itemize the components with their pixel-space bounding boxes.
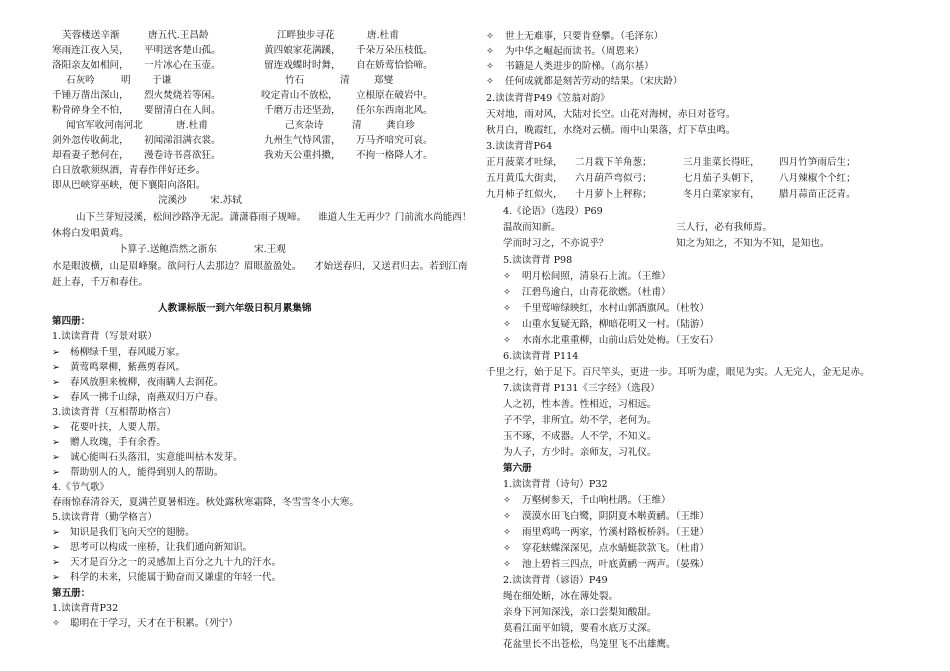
diamond-bullet-icon: ✧	[503, 527, 512, 538]
right-column: ✧ 世上无难事，只要肯登攀。（毛泽东） ✧ 为中华之崛起而读书。（周恩来） ✧ 书籍是人类进步的阶梯。（高尔基） ✧ 任何成就都是刻苦劳动的结果。（宋庆龄） 2.读读背背P49《笠翁对韵》 天对地，雨对风，大陆对长空。山花对海树，赤日对苍穹。 秋月白，晚霞红，水绕对云横。雨中山果落，灯下草虫鸣。 3.读读背背P64 正月菠菜才吐绿， 二月栽下羊角葱； 三月韭菜长得旺， 四月竹笋雨后生； 五月黄瓜大街卖， 六月葫芦弯似弓； 七月茄子头朝下， 八月辣椒个个红； 九月柿子红似火， 十月萝卜上秤称； 冬月白菜家家有， 腊月蒜苗正泛青。 4.《论语》（选段）P69 温故而知新。 三人行，必有我师焉。 学而时习之，不亦说乎？ 知之为知之，不知为不知，是知也。 5.读读背背 P98 ✧ 明月松间照，清泉石上流。（王维） ✧ 江碧鸟逾白，山青花欲燃。（杜甫） ✧ 千里莺啼绿映红，水村山郭酒旗风。（杜牧） ✧ 山重水复疑无路，柳暗花明又一村。（陆游） ✧ 水南水北重重柳，山前山后处处梅。（王安石） 6.读读背背 P114 千里之行，始于足下。百尺竿头，更进一步。耳听为虚，眼见为实。人无完人，金无足赤。 7.读读背背 P131《三字经》（选段） 人之初，性本善。性相近，习相远。 子不学，非所宜。幼不学，老何为。 玉不琢，不成器。人不学，不知义。 为人子，方少时。亲师友，习礼仪。 第六册 1.读读背背（诗句）P32 ✧ 万壑树参天，千山响杜鹃。（王维） ✧ 漠漠水田飞白鹭，阴阴夏木啭黄鹂。（王维） ✧ 雨里鸡鸣一两家，竹溪村路板桥斜。（王建） ✧ 穿花蛱蝶深深见，点水蜻蜓款款飞。（杜甫） ✧ 池上碧苔三四点，叶底黄鹂一两声。（晏殊） 2.读读背背（谚语）P49 绳在细处断，冰在薄处裂。 亲身下河知深浅，亲口尝梨知酸甜。 莫看江面平如镜，要看水底万丈深。 花盆里长不出苍松，鸟笼里飞不出雄鹰。	[486, 31, 870, 650]
arrow-bullet-icon: ➢	[52, 392, 61, 403]
arrow-bullet-icon: ➢	[52, 347, 61, 358]
diamond-bullet-icon: ✧	[503, 303, 512, 314]
diamond-bullet-icon: ✧	[503, 319, 512, 330]
diamond-bullet-icon: ✧	[486, 76, 495, 87]
diamond-bullet-icon: ✧	[486, 61, 495, 72]
diamond-bullet-icon: ✧	[503, 287, 512, 298]
poem-author: 唐五代.王昌龄	[148, 30, 209, 41]
arrow-bullet-icon: ➢	[52, 572, 61, 583]
diamond-bullet-icon: ✧	[503, 559, 512, 570]
arrow-bullet-icon: ➢	[52, 467, 61, 478]
diamond-bullet-icon: ✧	[503, 271, 512, 282]
arrow-bullet-icon: ➢	[52, 557, 61, 568]
diamond-bullet-icon: ✧	[486, 31, 495, 42]
left-column: 芙蓉楼送辛渐 唐五代.王昌龄 江畔独步寻花 唐.杜甫 寒雨连江夜入吴， 平明送客楚山孤。 黄四娘家花满蹊， 千朵万朵压枝低。 洛阳亲友如相问， 一片冰心在玉壶。 留连戏蝶时时舞， 自在娇莺恰恰啼。 石灰吟 明 于谦 竹石 清 郑燮 千锤万凿出深山， 烈火焚烧若等闲。 咬定青山不放松， 立根原在破岩中。 粉骨碎身全不怕， 要留清白在人间。 千磨万击还坚劲， 任尔东西南北风。 闻官军收河南河北 唐.杜甫 己亥杂诗 清 龚自珍 剑外忽传收蓟北， 初闻涕泪满衣裳。 九州生气恃风雷， 万马齐喑究可哀。 却看妻子愁何在， 漫卷诗书喜欲狂。 我劝天公重抖擞， 不拘一格降人才。 白日放歌须纵酒，青春作伴好还乡。 即从巴峡穿巫峡，便下襄阳向洛阳。 浣溪沙 宋.苏轼 山下兰芽短浸溪，松间沙路净无泥。潇潇暮雨子规啼。 谁道人生无再少？门前流水尚能西！ 休将白发唱黄鸡。 卜算子.送鲍浩然之浙东 宋.王观 水是眼波横，山是眉峰聚。欲问行人去那边？眉眼盈盈处。 才始送春归，又送君归去。若到江南 赶上春，千万和春住。 人教课标版一到六年级日积月累集锦 第四册： 1.读读背背（写景对联） ➢ 杨柳绿千里，春风暖万家。 ➢ 黄莺鸣翠柳，紫燕剪春风。 ➢ 春风放胆来梳柳，夜雨瞒人去润花。 ➢ 春风一拂千山绿，南燕双归万户春。 3.读读背背（互相帮助格言） ➢ 花要叶扶，人要人帮。 ➢ 赠人玫瑰，手有余香。 ➢ 诚心能叫石头落泪，实意能叫枯木发芽。 ➢ 帮助别人的人，能得到别人的帮助。 4.《节气歌》 春雨惊春清谷天，夏满芒夏暑相连。秋处露秋寒霜降，冬雪雪冬小大寒。 5.读读背背（勤学格言） ➢ 知识是我们飞向天空的翅膀。 ➢ 思考可以构成一座桥，让我们通向新知识。 ➢ 天才是百分之一的灵感加上百分之九十九的汗水。 ➢ 科学的未来，只能属于勤奋而又谦虚的年轻一代。 第五册： 1.读读背背P32 ✧ 聪明在于学习，天才在于积累。（列宁）	[52, 30, 472, 629]
diamond-bullet-icon: ✧	[52, 618, 61, 629]
poem-author: 唐.杜甫	[367, 30, 399, 41]
poem-title: 江畔独步寻花	[277, 30, 335, 41]
diamond-bullet-icon: ✧	[503, 335, 512, 346]
arrow-bullet-icon: ➢	[52, 542, 61, 553]
section-title: 人教课标版一到六年级日积月累集锦	[158, 303, 312, 314]
diamond-bullet-icon: ✧	[503, 543, 512, 554]
poem-title: 芙蓉楼送辛渐	[62, 30, 120, 41]
diamond-bullet-icon: ✧	[503, 511, 512, 522]
arrow-bullet-icon: ➢	[52, 527, 61, 538]
diamond-bullet-icon: ✧	[503, 495, 512, 506]
arrow-bullet-icon: ➢	[52, 422, 61, 433]
diamond-bullet-icon: ✧	[486, 46, 495, 57]
arrow-bullet-icon: ➢	[52, 437, 61, 448]
arrow-bullet-icon: ➢	[52, 377, 61, 388]
arrow-bullet-icon: ➢	[52, 452, 61, 463]
arrow-bullet-icon: ➢	[52, 362, 61, 373]
